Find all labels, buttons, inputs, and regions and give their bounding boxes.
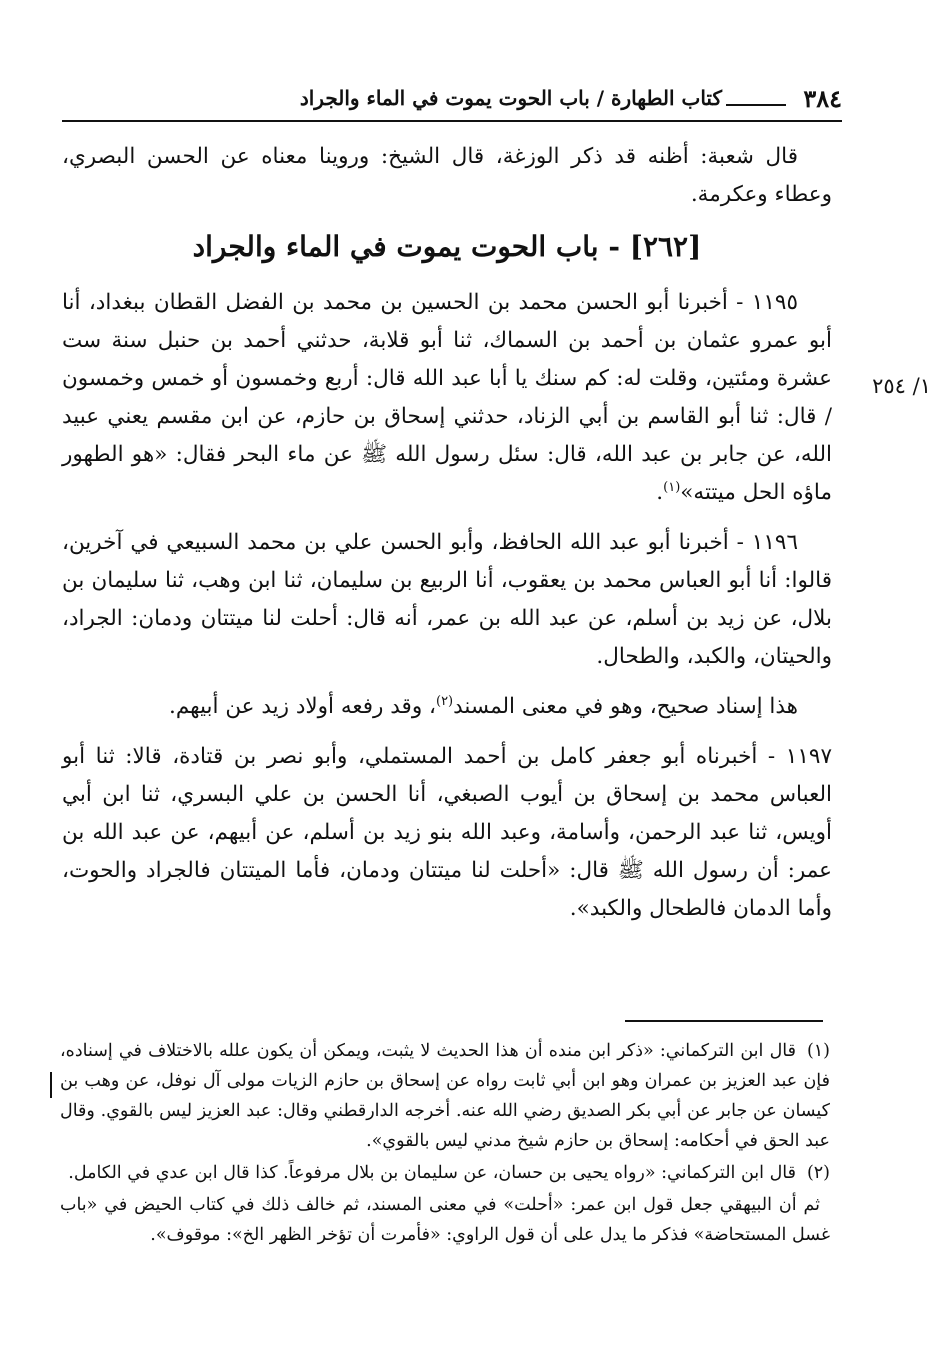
isnad-text-2: ، وقد رفعه أولاد زيد عن أبيهم. (168, 694, 436, 719)
running-header (62, 78, 842, 118)
footnotes (60, 1036, 830, 1252)
footnote-ref-1[interactable]: (١) (663, 479, 681, 495)
footnote-2 (60, 1158, 830, 1250)
margin-reference: ١/ ٢٥٤ (872, 374, 931, 398)
footnote-separator (625, 1020, 823, 1022)
isnad-paragraph (62, 688, 832, 726)
isnad-text-1: هذا إسناد صحيح، وهو في معنى المسند (453, 694, 798, 719)
footnote-number: (١) (806, 1041, 830, 1061)
main-text (62, 138, 832, 940)
chapter-heading: [٢٦٢] - باب الحوت يموت في الماء والجراد (192, 230, 702, 263)
intro-paragraph: قال شعبة: أظنه قد ذكر الوزغة، قال الشيخ: وروينا معناه عن الحسن البصري، وعطاء وعكرمة. (62, 144, 832, 207)
hadith-1195-end: . (656, 480, 664, 505)
footnote-text: قال ابن التركماني: «ذكر ابن منده أن هذا الحديث لا يثبت، ويمكن أن يكون علله بالاختلاف في إسناده، فإن عبد العزيز بن عمران وهو ابن أبي ثابت رواه عن إسحاق بن حازم الزيات مولى آل نوفل، عن وهب بن كيسان عن جابر عن أبي بكر الصديق رضي الله عنه. أخرجه الدارقطني وقال: عبد العزيز ليس بالقوي. وقال عبد الحق في أحكامه: إسحاق بن حازم شيخ مدني ليس بالقوي». (60, 1041, 830, 1151)
hadith-1195-text: ١١٩٥ - أخبرنا أبو الحسن محمد بن الحسين بن محمد بن الفضل القطان ببغداد، أنا أبو عمرو عثمان بن أحمد بن السماك، ثنا أبو قلابة، حدثني أحمد بن حنبل سنة ست عشرة ومئتين، وقلت له: كم سنك يا أبا عبد الله قال: أربع وخمسون أو خمس وخمسون / قال: ثنا أبو القاسم بن أبي الزناد، حدثني إسحاق بن حازم، عن ابن مقسم يعني عبيد الله، عن جابر بن عبد الله، قال: سئل رسول الله ﷺ عن ماء البحر فقال: «هو الطهور ماؤه الحل ميتته» (62, 290, 832, 505)
hadith-1196: ١١٩٦ - أخبرنا أبو عبد الله الحافظ، وأبو الحسن علي بن محمد السبيعي في آخرين، قالوا: أنا أبو العباس محمد بن يعقوب، أنا الربيع بن سليمان، ثنا ابن وهب، ثنا سليمان بن بلال، عن زيد بن أسلم، عن عبد الله بن عمر، أنه قال: أحلت لنا ميتتان ودمان: الجراد، والحيتان، والكبد، والطحال. (62, 530, 832, 669)
running-title: كتاب الطهارة / باب الحوت يموت في الماء والجراد (299, 86, 722, 110)
header-divider (62, 120, 842, 122)
hadith-1195 (62, 284, 832, 512)
header-dash-rule (726, 104, 786, 106)
footnote-ref-2[interactable]: (٢) (435, 693, 454, 709)
hadith-1197: ١١٩٧ - أخبرناه أبو جعفر كامل بن أحمد المستملي، وأبو نصر بن قتادة، قالا: ثنا أبو العباس محمد بن إسحاق بن أيوب الصبغي، أنا الحسن بن علي البسري، ثنا ابن أبي أويس، ثنا عبد الرحمن، وأسامة، وعبد الله بنو زيد بن أسلم، عن أبيهم، عن عبد الله بن عمر: أن رسول الله ﷺ قال: «أحلت لنا ميتتان ودمان، فأما الميتتان فالجراد والحوت، وأما الدمان فالطحال والكبد». (62, 744, 832, 921)
footnote-continuation: ثم أن البيهقي جعل قول ابن عمر: «أحلت» في معنى المسند، ثم خالف ذلك في كتاب الحيض في «باب غسل المستحاضة» فذكر ما يدل على أن قول الراوي: «فأمرت أن تؤخر الظهر الخ»: موقوف». (60, 1195, 830, 1245)
page-number: ٣٨٤ (803, 84, 842, 113)
footnote-1 (60, 1036, 830, 1156)
footnote-text: قال ابن التركماني: «رواه يحيى بن حسان، عن سليمان بن بلال مرفوعاً. كذا قال ابن عدي في الكامل. (68, 1163, 796, 1183)
footnote-number: (٢) (806, 1163, 830, 1183)
margin-bar (50, 1072, 52, 1098)
